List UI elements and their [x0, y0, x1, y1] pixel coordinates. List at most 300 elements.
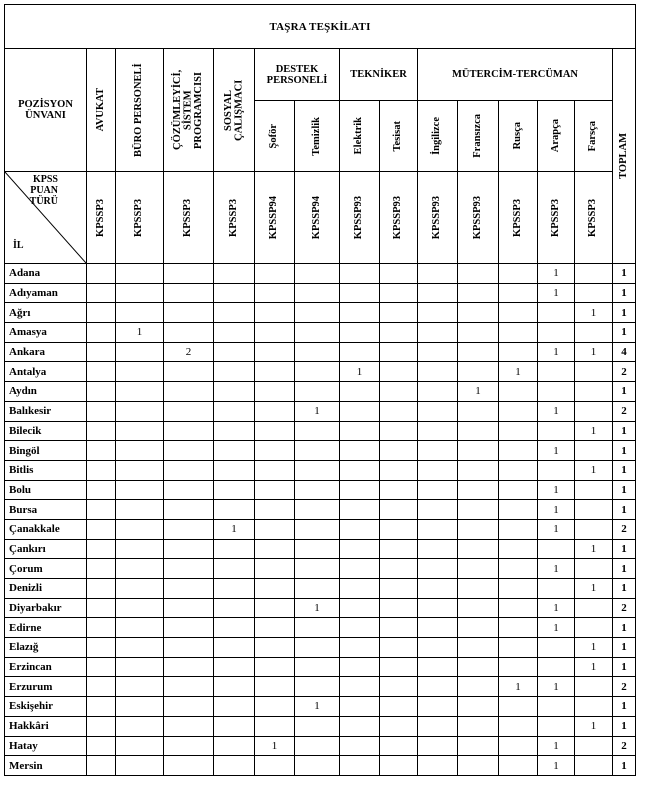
count-cell — [116, 697, 164, 717]
count-cell — [116, 638, 164, 658]
elektrik-label: Elektrik — [353, 117, 365, 155]
sofor-label: Şoför — [268, 123, 280, 149]
count-cell: 1 — [575, 579, 613, 599]
count-cell — [340, 401, 380, 421]
count-cell — [87, 382, 116, 402]
count-cell — [295, 638, 340, 658]
count-cell — [164, 716, 214, 736]
col-header-sosyal — [214, 49, 255, 172]
count-cell — [164, 657, 214, 677]
count-cell — [499, 264, 538, 284]
count-cell — [575, 401, 613, 421]
count-cell — [164, 618, 214, 638]
kpss-sosyal — [214, 172, 255, 264]
province-name: Çankırı — [5, 539, 87, 559]
count-cell — [87, 756, 116, 776]
count-cell — [458, 657, 499, 677]
count-cell — [575, 756, 613, 776]
table-row — [5, 736, 636, 756]
kpss-temizlik — [295, 172, 340, 264]
count-cell — [499, 539, 538, 559]
count-cell — [255, 638, 295, 658]
row-total: 2 — [613, 677, 636, 697]
count-cell — [458, 756, 499, 776]
count-cell — [116, 460, 164, 480]
count-cell — [538, 323, 575, 343]
count-cell — [116, 756, 164, 776]
count-cell — [295, 362, 340, 382]
count-cell — [499, 500, 538, 520]
count-cell — [340, 598, 380, 618]
il-label: İL — [13, 240, 24, 251]
count-cell — [499, 716, 538, 736]
count-cell — [164, 401, 214, 421]
count-cell — [418, 480, 458, 500]
count-cell: 2 — [164, 342, 214, 362]
count-cell: 1 — [538, 441, 575, 461]
row-total: 1 — [613, 756, 636, 776]
count-cell: 1 — [295, 401, 340, 421]
count-cell: 1 — [538, 559, 575, 579]
count-cell — [458, 500, 499, 520]
arapca-label: Arapça — [549, 119, 561, 153]
count-cell — [255, 697, 295, 717]
count-cell — [340, 500, 380, 520]
count-cell — [418, 283, 458, 303]
count-cell — [418, 559, 458, 579]
count-cell — [418, 342, 458, 362]
table-row — [5, 598, 636, 618]
count-cell — [87, 579, 116, 599]
table-row — [5, 618, 636, 638]
count-cell: 1 — [575, 657, 613, 677]
count-cell — [499, 657, 538, 677]
count-cell — [87, 283, 116, 303]
subcol-temizlik — [295, 101, 340, 172]
count-cell — [458, 362, 499, 382]
count-cell — [116, 382, 164, 402]
table-row — [5, 579, 636, 599]
count-cell — [116, 539, 164, 559]
province-name: Ankara — [5, 342, 87, 362]
count-cell — [295, 441, 340, 461]
temizlik-label: Temizlik — [310, 116, 322, 156]
count-cell — [87, 677, 116, 697]
kpss-type: KPSSP94 — [310, 195, 322, 240]
province-name: Bilecik — [5, 421, 87, 441]
count-cell — [164, 421, 214, 441]
col-header-buro — [116, 49, 164, 172]
row-total: 4 — [613, 342, 636, 362]
count-cell — [340, 323, 380, 343]
count-cell — [255, 716, 295, 736]
count-cell — [418, 638, 458, 658]
kpss-fransizca — [458, 172, 499, 264]
province-name: Balıkesir — [5, 401, 87, 421]
count-cell — [295, 421, 340, 441]
turu-line: TÜRÜ — [29, 196, 58, 207]
kpss-type: KPSSP93 — [353, 195, 365, 240]
province-name: Denizli — [5, 579, 87, 599]
table-row — [5, 559, 636, 579]
count-cell — [214, 697, 255, 717]
row-total: 1 — [613, 441, 636, 461]
count-cell — [295, 342, 340, 362]
count-cell — [575, 323, 613, 343]
count-cell — [255, 480, 295, 500]
count-cell — [87, 342, 116, 362]
count-cell: 1 — [538, 500, 575, 520]
province-name: Çorum — [5, 559, 87, 579]
count-cell — [87, 716, 116, 736]
col-header-cozumleyici — [164, 49, 214, 172]
count-cell — [116, 736, 164, 756]
count-cell — [538, 382, 575, 402]
count-cell: 1 — [538, 736, 575, 756]
kpss-elektrik — [340, 172, 380, 264]
count-cell: 1 — [538, 618, 575, 638]
count-cell — [116, 342, 164, 362]
count-cell — [380, 736, 418, 756]
count-cell — [499, 283, 538, 303]
count-cell — [458, 342, 499, 362]
row-total: 1 — [613, 697, 636, 717]
count-cell — [295, 264, 340, 284]
count-cell — [295, 657, 340, 677]
kpss-type: KPSSP94 — [268, 195, 280, 240]
count-cell — [380, 264, 418, 284]
count-cell — [340, 736, 380, 756]
count-cell — [458, 638, 499, 658]
count-cell — [575, 480, 613, 500]
count-cell — [418, 657, 458, 677]
count-cell — [340, 441, 380, 461]
count-cell — [116, 264, 164, 284]
count-cell — [255, 264, 295, 284]
count-cell — [255, 362, 295, 382]
count-cell: 1 — [538, 677, 575, 697]
count-cell — [499, 401, 538, 421]
province-name: Adıyaman — [5, 283, 87, 303]
count-cell: 1 — [214, 519, 255, 539]
row-total: 1 — [613, 480, 636, 500]
count-cell — [380, 342, 418, 362]
province-name: Erzincan — [5, 657, 87, 677]
count-cell — [214, 500, 255, 520]
count-cell — [214, 342, 255, 362]
group-header-destek: DESTEK PERSONELİ — [255, 49, 340, 101]
count-cell: 1 — [538, 283, 575, 303]
count-cell — [499, 697, 538, 717]
count-cell: 1 — [295, 697, 340, 717]
count-cell — [164, 441, 214, 461]
count-cell — [538, 697, 575, 717]
count-cell — [380, 598, 418, 618]
count-cell — [575, 500, 613, 520]
count-cell — [255, 382, 295, 402]
count-cell — [295, 677, 340, 697]
count-cell — [87, 264, 116, 284]
count-cell — [164, 362, 214, 382]
count-cell: 1 — [575, 460, 613, 480]
count-cell — [164, 519, 214, 539]
province-name: Çanakkale — [5, 519, 87, 539]
count-cell — [418, 401, 458, 421]
count-cell — [538, 421, 575, 441]
count-cell — [458, 736, 499, 756]
subcol-arapca — [538, 101, 575, 172]
count-cell — [164, 736, 214, 756]
table-row — [5, 519, 636, 539]
province-name: Eskişehir — [5, 697, 87, 717]
kpss-line: KPSS — [32, 174, 58, 185]
count-cell — [380, 579, 418, 599]
count-cell — [340, 382, 380, 402]
count-cell — [255, 579, 295, 599]
count-cell — [499, 638, 538, 658]
count-cell — [116, 618, 164, 638]
count-cell — [214, 598, 255, 618]
province-rows — [5, 264, 636, 776]
count-cell — [538, 460, 575, 480]
table-row — [5, 539, 636, 559]
count-cell — [255, 401, 295, 421]
kpss-type: KPSSP93 — [431, 195, 443, 240]
count-cell — [116, 421, 164, 441]
count-cell — [538, 362, 575, 382]
row-total: 2 — [613, 598, 636, 618]
count-cell — [87, 539, 116, 559]
count-cell — [295, 460, 340, 480]
count-cell — [255, 598, 295, 618]
count-cell — [418, 539, 458, 559]
count-cell — [214, 539, 255, 559]
kpss-type: KPSSP3 — [133, 198, 145, 237]
count-cell — [380, 401, 418, 421]
count-cell — [418, 264, 458, 284]
position-title-label: POZİSYON ÜNVANI — [18, 99, 73, 121]
table-row — [5, 441, 636, 461]
count-cell — [499, 441, 538, 461]
count-cell — [499, 323, 538, 343]
count-cell — [214, 382, 255, 402]
province-name: Diyarbakır — [5, 598, 87, 618]
tesisat-label: Tesisat — [392, 120, 404, 152]
count-cell — [499, 303, 538, 323]
row-total: 1 — [613, 283, 636, 303]
province-name: Aydın — [5, 382, 87, 402]
count-cell — [458, 460, 499, 480]
count-cell: 1 — [575, 539, 613, 559]
count-cell — [340, 342, 380, 362]
row-total: 1 — [613, 460, 636, 480]
province-name: Antalya — [5, 362, 87, 382]
count-cell: 1 — [458, 382, 499, 402]
table-row — [5, 401, 636, 421]
count-cell: 1 — [575, 716, 613, 736]
count-cell — [164, 264, 214, 284]
count-cell — [255, 303, 295, 323]
count-cell — [380, 362, 418, 382]
row-total: 1 — [613, 421, 636, 441]
table-row — [5, 303, 636, 323]
row-total: 1 — [613, 303, 636, 323]
province-name: Ağrı — [5, 303, 87, 323]
count-cell — [340, 579, 380, 599]
count-cell — [575, 264, 613, 284]
count-cell — [380, 421, 418, 441]
count-cell — [214, 677, 255, 697]
count-cell — [164, 756, 214, 776]
count-cell — [116, 401, 164, 421]
count-cell — [295, 618, 340, 638]
count-cell — [164, 677, 214, 697]
row-total: 2 — [613, 519, 636, 539]
count-cell — [340, 460, 380, 480]
count-cell: 1 — [340, 362, 380, 382]
table-row — [5, 480, 636, 500]
count-cell — [418, 677, 458, 697]
count-cell — [164, 382, 214, 402]
count-cell — [499, 519, 538, 539]
count-cell: 1 — [116, 323, 164, 343]
kpss-type: KPSSP3 — [549, 198, 561, 237]
count-cell — [87, 460, 116, 480]
province-name: Hakkâri — [5, 716, 87, 736]
count-cell — [164, 579, 214, 599]
count-cell — [458, 598, 499, 618]
count-cell: 1 — [255, 736, 295, 756]
count-cell — [575, 736, 613, 756]
count-cell — [499, 756, 538, 776]
row-total: 1 — [613, 657, 636, 677]
count-cell — [255, 756, 295, 776]
count-cell — [538, 579, 575, 599]
count-cell — [164, 598, 214, 618]
count-cell: 1 — [499, 362, 538, 382]
count-cell: 1 — [575, 638, 613, 658]
table-row — [5, 697, 636, 717]
count-cell — [116, 657, 164, 677]
count-cell — [87, 441, 116, 461]
table-row — [5, 657, 636, 677]
count-cell — [418, 441, 458, 461]
kpss-avukat — [87, 172, 116, 264]
province-name: Bingöl — [5, 441, 87, 461]
row-total: 1 — [613, 559, 636, 579]
kpss-type: KPSSP3 — [511, 198, 523, 237]
count-cell — [87, 736, 116, 756]
count-cell — [538, 539, 575, 559]
count-cell — [380, 480, 418, 500]
table-row — [5, 638, 636, 658]
count-cell — [458, 401, 499, 421]
avukat-label: AVUKAT — [94, 88, 106, 132]
table-row — [5, 362, 636, 382]
count-cell — [380, 382, 418, 402]
kpss-type: KPSSP3 — [587, 198, 599, 237]
count-cell — [380, 618, 418, 638]
count-cell — [214, 716, 255, 736]
staffing-table-document — [4, 4, 636, 776]
table-row — [5, 421, 636, 441]
count-cell — [418, 598, 458, 618]
count-cell — [214, 579, 255, 599]
count-cell — [458, 421, 499, 441]
count-cell — [458, 579, 499, 599]
count-cell — [214, 618, 255, 638]
count-cell — [340, 303, 380, 323]
count-cell — [418, 716, 458, 736]
row-total: 1 — [613, 539, 636, 559]
count-cell — [87, 401, 116, 421]
count-cell — [458, 716, 499, 736]
count-cell: 1 — [499, 677, 538, 697]
buro-personeli-label: BÜRO PERSONELİ — [133, 63, 145, 157]
col-header-avukat — [87, 49, 116, 172]
count-cell: 1 — [538, 756, 575, 776]
count-cell — [499, 618, 538, 638]
province-name: Bitlis — [5, 460, 87, 480]
count-cell — [87, 519, 116, 539]
count-cell — [499, 559, 538, 579]
table-row — [5, 323, 636, 343]
count-cell — [87, 500, 116, 520]
count-cell — [340, 638, 380, 658]
count-cell — [499, 598, 538, 618]
count-cell — [164, 638, 214, 658]
count-cell — [214, 460, 255, 480]
count-cell — [295, 303, 340, 323]
subcol-fransizca — [458, 101, 499, 172]
count-cell — [116, 441, 164, 461]
count-cell — [418, 323, 458, 343]
count-cell — [340, 697, 380, 717]
count-cell — [214, 401, 255, 421]
table-row — [5, 264, 636, 284]
count-cell — [255, 342, 295, 362]
count-cell — [380, 716, 418, 736]
count-cell — [214, 323, 255, 343]
count-cell — [458, 323, 499, 343]
count-cell — [538, 638, 575, 658]
count-cell — [214, 756, 255, 776]
count-cell — [499, 460, 538, 480]
table-row — [5, 716, 636, 736]
count-cell — [214, 441, 255, 461]
table-row — [5, 342, 636, 362]
count-cell — [255, 677, 295, 697]
count-cell — [340, 716, 380, 736]
count-cell — [214, 638, 255, 658]
count-cell — [214, 736, 255, 756]
count-cell — [295, 480, 340, 500]
count-cell — [340, 756, 380, 776]
count-cell — [538, 303, 575, 323]
group-header-tekniker: TEKNİKER — [340, 49, 418, 101]
count-cell — [340, 283, 380, 303]
count-cell — [418, 362, 458, 382]
count-cell — [164, 283, 214, 303]
count-cell: 1 — [538, 519, 575, 539]
count-cell — [295, 382, 340, 402]
count-cell — [295, 736, 340, 756]
count-cell: 1 — [295, 598, 340, 618]
count-cell — [87, 362, 116, 382]
row-total: 1 — [613, 323, 636, 343]
row-total: 2 — [613, 401, 636, 421]
table-row — [5, 756, 636, 776]
